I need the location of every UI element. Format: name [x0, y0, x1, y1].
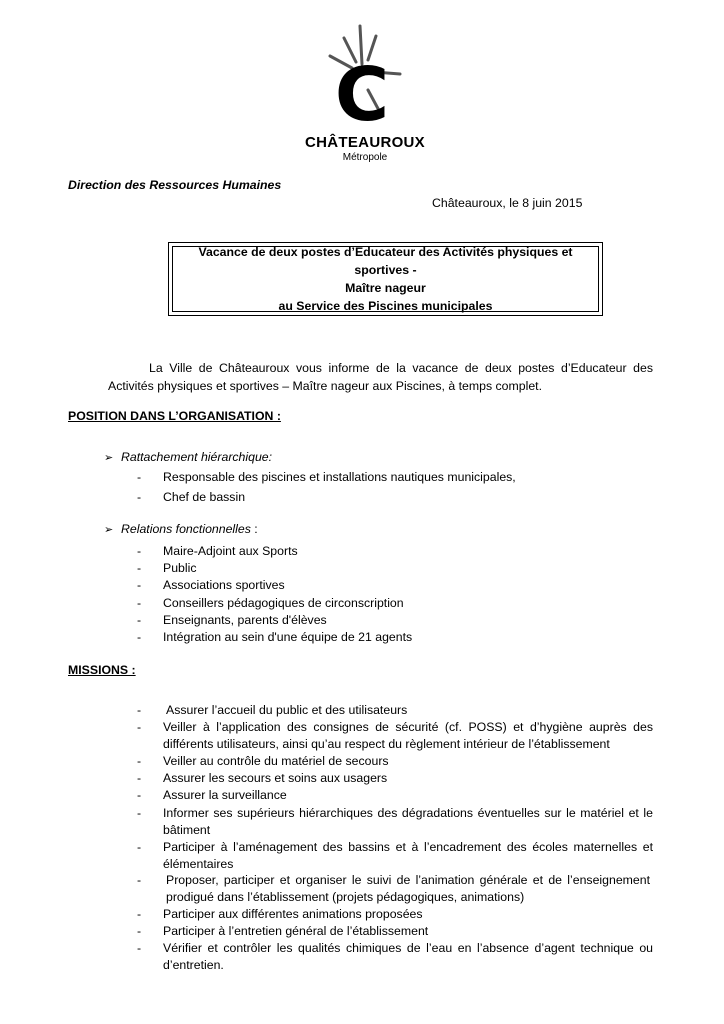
mission-item: Veiller à l’application des consignes de sécurité (cf. POSS) et d’hygiène auprès des différents utilisateurs, ainsi qu’au respect du règlement intérieur de l’établissement	[163, 720, 653, 751]
list-dash: -	[137, 596, 142, 610]
list-dash: -	[137, 754, 142, 768]
department-name: Direction des Ressources Humaines	[68, 178, 282, 192]
list-dash: -	[137, 873, 142, 887]
list-dash: -	[137, 907, 142, 921]
list-dash: -	[137, 561, 142, 575]
intro-paragraph: La Ville de Châteauroux vous informe de la vacance de deux postes d’Educateur des Activités physiques et sportives – Maître nageur aux Piscines, à temps complet.	[108, 361, 653, 393]
list-dash: -	[137, 544, 142, 558]
title-box	[168, 242, 603, 316]
list-dash: -	[137, 806, 142, 820]
list-dash: -	[137, 703, 142, 717]
list-dash: -	[137, 630, 142, 644]
arrow-bullet-icon: ➢	[104, 452, 114, 464]
logo-name: CHÂTEAUROUX	[305, 134, 425, 151]
list-dash: -	[137, 470, 142, 484]
list-dash: -	[137, 788, 142, 802]
relations-colon: :	[250, 522, 258, 536]
mission-item: Proposer, participer et organiser le suivi de l’animation générale et de l’enseignement prodigué dans l’établissement (projets pédagogiques, animations)	[166, 873, 650, 904]
logo-subtitle: Métropole	[342, 152, 388, 163]
hierarchy-label: Rattachement hiérarchique:	[121, 450, 273, 464]
missions-heading: MISSIONS :	[68, 663, 136, 677]
relations-item: Intégration au sein d'une équipe de 21 agents	[163, 630, 413, 644]
list-dash: -	[137, 924, 142, 938]
mission-item: Assurer les secours et soins aux usagers	[163, 771, 388, 785]
mission-item: Assurer l’accueil du public et des utilisateurs	[166, 703, 408, 717]
mission-item: Veiller au contrôle du matériel de secours	[163, 754, 389, 768]
hierarchy-item: Responsable des piscines et installations nautiques municipales,	[163, 470, 516, 484]
title-line-2: Maître nageur	[345, 281, 426, 295]
logo-letter: C	[334, 52, 390, 132]
list-dash: -	[137, 613, 142, 627]
list-dash: -	[137, 941, 142, 955]
relations-item: Conseillers pédagogiques de circonscription	[163, 596, 404, 610]
mission-item: Informer ses supérieurs hiérarchiques des dégradations éventuelles sur le matériel et le bâtiment	[163, 806, 653, 837]
relations-label-line	[121, 521, 258, 538]
list-dash: -	[137, 578, 142, 592]
list-dash: -	[137, 771, 142, 785]
list-dash: -	[137, 840, 142, 854]
title-line-1: Vacance de deux postes d’Educateur des Activités physiques et sportives -	[198, 245, 573, 277]
chateauroux-logo	[300, 20, 430, 170]
arrow-bullet-icon: ➢	[104, 524, 114, 536]
relations-item: Maire-Adjoint aux Sports	[163, 544, 298, 558]
position-heading: POSITION DANS L’ORGANISATION :	[68, 409, 281, 423]
list-dash: -	[137, 490, 142, 504]
relations-item: Associations sportives	[163, 578, 285, 592]
relations-label: Relations fonctionnelles	[121, 522, 251, 536]
list-dash: -	[137, 720, 142, 734]
hierarchy-item: Chef de bassin	[163, 490, 246, 504]
mission-item: Assurer la surveillance	[163, 788, 287, 802]
relations-item: Public	[163, 561, 197, 575]
date-line: Châteauroux, le 8 juin 2015	[432, 196, 583, 210]
mission-item: Participer aux différentes animations proposées	[163, 907, 423, 921]
mission-item: Participer à l’aménagement des bassins et à l’encadrement des écoles maternelles et élémentaires	[163, 840, 653, 871]
mission-item: Participer à l’entretien général de l’établissement	[163, 924, 429, 938]
title-line-3: au Service des Piscines municipales	[278, 299, 493, 313]
logo-mark-icon	[318, 20, 412, 132]
mission-item: Vérifier et contrôler les qualités chimiques de l’eau en l’absence d’agent technique ou d’entretien.	[163, 941, 653, 972]
relations-item: Enseignants, parents d'élèves	[163, 613, 327, 627]
